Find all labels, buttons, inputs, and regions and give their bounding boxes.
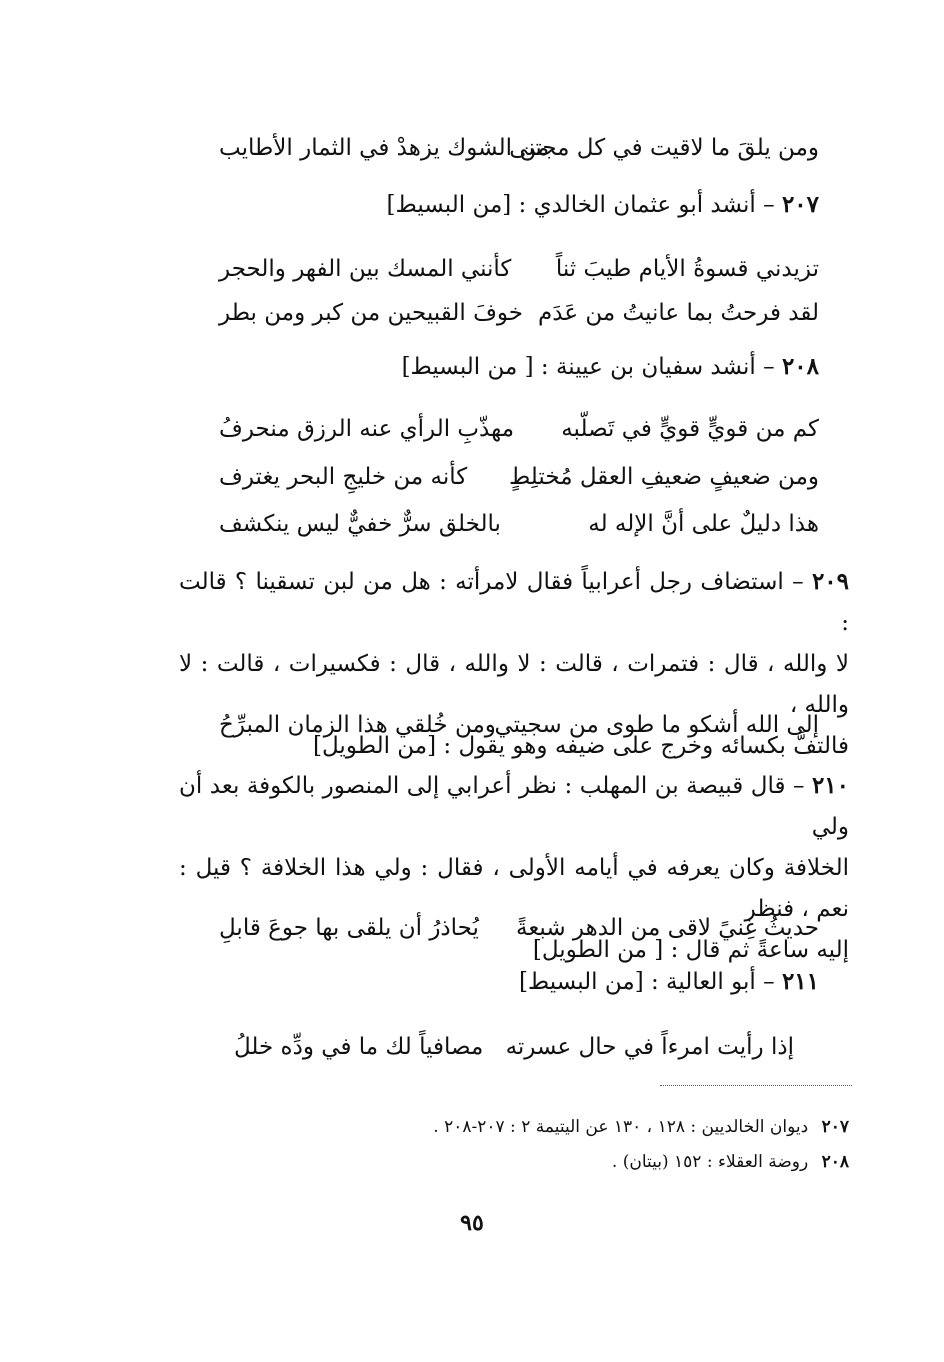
footnote-number: ٢٠٨	[821, 1152, 849, 1172]
footnote	[433, 1115, 849, 1139]
verse-first-hemistich: إلى الله أشكو ما طوى من سجيتي	[494, 712, 819, 738]
verse-first-hemistich: إذا رأيت امرءاً في حال عسرته	[505, 1034, 794, 1060]
verse-second-hemistich: بالخلق سرٌّ خفيٌّ ليس ينكشف	[219, 511, 501, 537]
footnote-text: روضة العقلاء : ١٥٢ (بيتان) .	[611, 1152, 809, 1172]
section-number: ٢٠٨	[781, 353, 819, 380]
section-heading-text: – أنشد سفيان بن عيينة : [ من البسيط]	[401, 354, 775, 380]
section-heading-text: – أنشد أبو عثمان الخالدي : [من البسيط]	[386, 192, 775, 218]
page-number: ٩٥	[460, 1210, 484, 1236]
section-heading-text: – أبو العالية : [من البسيط]	[518, 969, 775, 995]
verse-second-hemistich: ومن خُلقي هذا الزمان المبرِّحُ	[219, 712, 496, 738]
section-number: ٢٠٧	[781, 191, 819, 218]
footnote	[612, 1150, 849, 1174]
footnote-number: ٢٠٧	[821, 1117, 849, 1137]
section-number: ٢٠٩	[811, 568, 850, 595]
paragraph-line	[179, 765, 849, 848]
verse-first-hemistich: كم من قويٍّ قويٍّ في تَصلّبه	[561, 416, 819, 442]
section-heading-211	[519, 967, 819, 997]
verse-first-hemistich: ومن يلقَ ما لاقيت في كل مجتنى	[509, 135, 819, 161]
paragraph-line: لا والله ، قال : فتمرات ، قالت : لا والله ، قال : فكسيرات ، قالت : لا والله ،	[179, 651, 849, 718]
footnote-text: ديوان الخالديين : ١٢٨ ، ١٣٠ عن اليتيمة ٢ : ٢٠٧-٢٠٨ .	[433, 1117, 809, 1137]
paragraph-line: الخلافة وكان يعرفه في أيامه الأولى ، فقال : ولي هذا الخلافة ؟ قيل : نعم ، فنظر	[179, 855, 849, 922]
section-number: ٢١١	[781, 968, 819, 995]
section-heading-208	[402, 352, 819, 382]
paragraph-text: – استضاف رجل أعرابياً فقال لامرأته : هل من لبن تسقينا ؟ قالت :	[179, 569, 849, 636]
verse-first-hemistich: لقد فرحتُ بما عانيتُ من عَدَم	[538, 300, 819, 326]
verse-first-hemistich: هذا دليلٌ على أنَّ الإله له	[588, 511, 819, 537]
verse-first-hemistich: ومن ضعيفٍ ضعيفِ العقل مُختلِطٍ	[508, 464, 819, 490]
verse-second-hemistich: مصافياً لك ما في ودِّه خللُ	[234, 1034, 484, 1060]
verse-first-hemistich: تزيدني قسوةُ الأيام طيبَ ثناً	[555, 256, 819, 282]
paragraph-line: فالتفَّ بكسائه وخرج على ضيفه وهو يقول : [من الطويل]	[313, 733, 849, 759]
paragraph-line	[179, 561, 849, 644]
section-heading-207	[387, 190, 819, 220]
verse-second-hemistich: من الشوك يزهدْ في الثمار الأطايب	[219, 135, 550, 161]
verse-second-hemistich: يُحاذرُ أن يلقى بها جوعَ قابلِ	[219, 915, 479, 941]
verse-second-hemistich: كأنني المسك بين الفهر والحجر	[219, 256, 512, 282]
paragraph-line: إليه ساعةً ثم قال : [ من الطويل]	[532, 937, 849, 963]
verse-second-hemistich: خوفَ القبيحين من كبر ومن بطر	[219, 300, 524, 326]
verse-second-hemistich: كأنه من خليجِ البحر يغترف	[219, 464, 468, 490]
paragraph-text: – قال قبيصة بن المهلب : نظر أعرابي إلى المنصور بالكوفة بعد أن ولي	[179, 773, 849, 840]
footnote-divider	[660, 1085, 852, 1086]
section-number: ٢١٠	[811, 772, 850, 799]
verse-first-hemistich: حديثُ غِنيً لاقى من الدهر شبعةً	[515, 915, 819, 941]
verse-second-hemistich: مهذّبِ الرأي عنه الرزق منحرفُ	[219, 416, 515, 442]
